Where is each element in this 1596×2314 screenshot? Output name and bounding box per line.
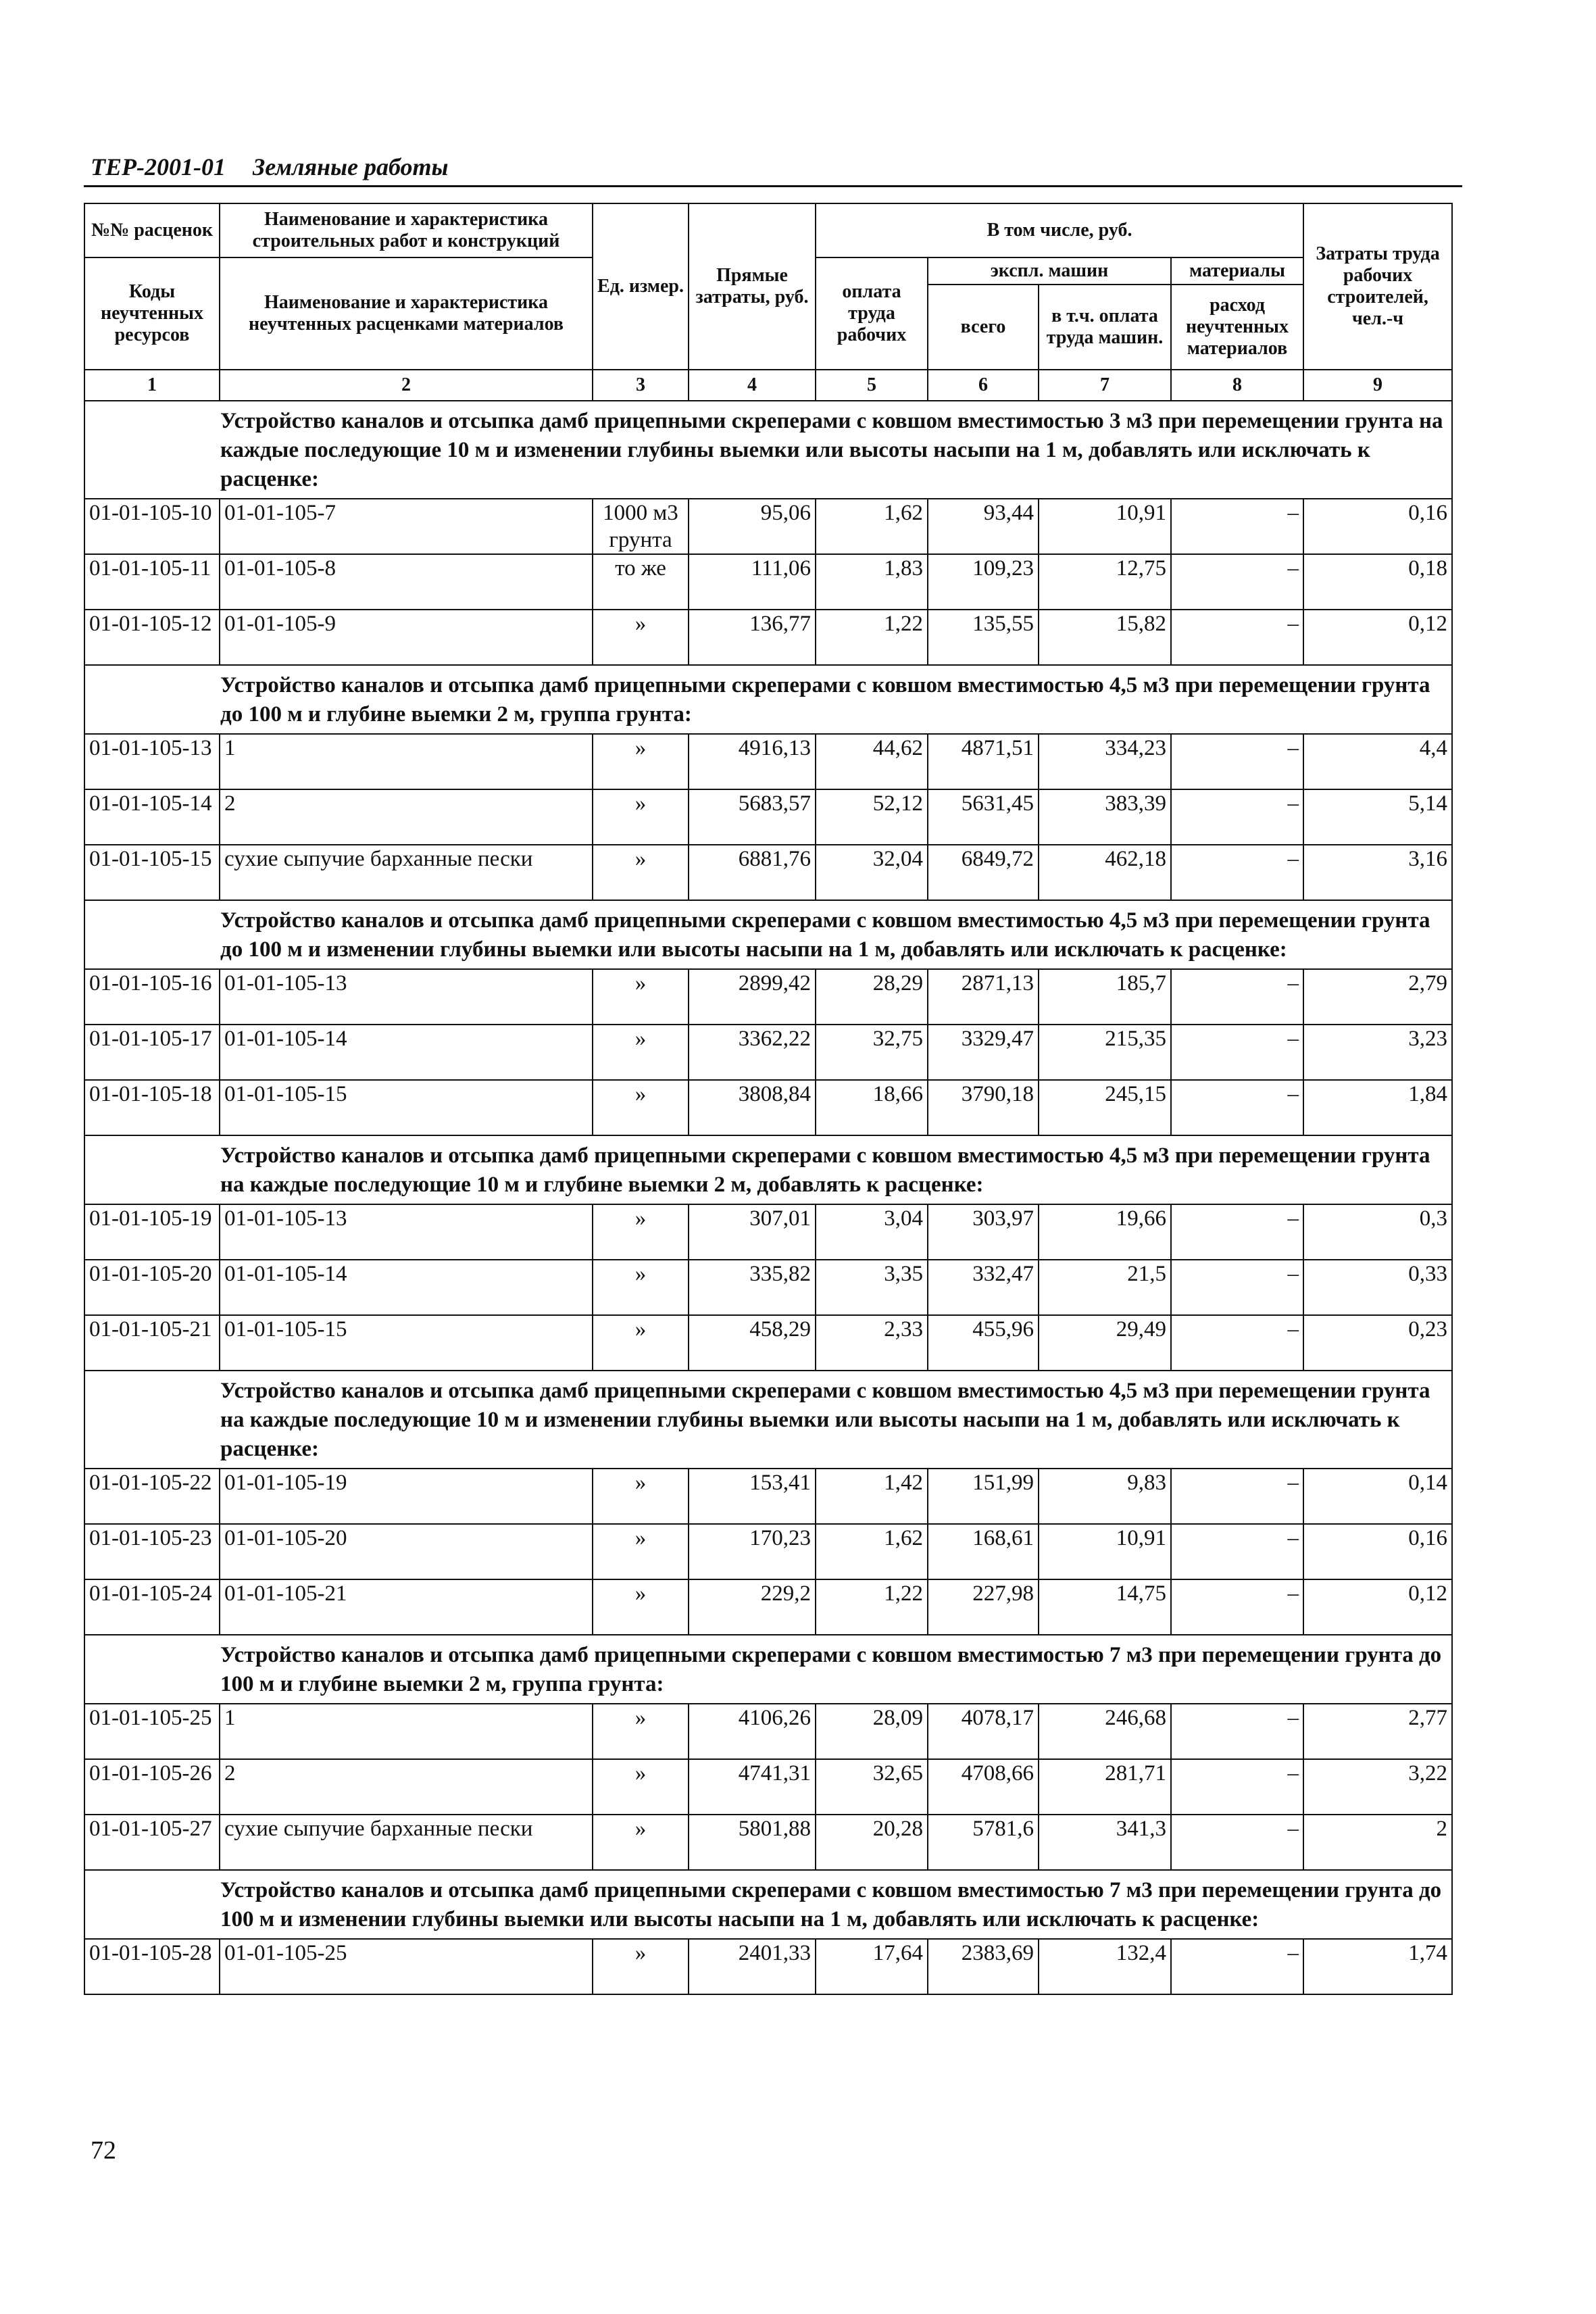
table-row — [84, 499, 1452, 554]
work-name-cell: 01-01-105-25 — [220, 1939, 593, 1994]
table-row — [84, 1260, 1452, 1315]
machines-total-cell: 227,98 — [928, 1579, 1039, 1635]
unaccounted-materials-cell: – — [1171, 734, 1303, 789]
section-heading: Устройство каналов и отсыпка дамб прицепными скреперами с ковшом вместимостью 4,5 м3 при перемещении грунта до 100 м и изменении глубины выемки или высоты насыпи на 1 м, добавлять или исключать к расценке: — [84, 900, 1452, 969]
rate-code-cell: 01-01-105-23 — [84, 1524, 220, 1579]
table-row — [84, 1315, 1452, 1371]
header-machine-labor-pay: в т.ч. оплата труда машин. — [1039, 285, 1171, 370]
unaccounted-materials-cell: – — [1171, 1260, 1303, 1315]
table-row — [84, 969, 1452, 1025]
worker-hours-cell: 5,14 — [1303, 789, 1452, 845]
machines-total-cell: 151,99 — [928, 1469, 1039, 1524]
machines-total-cell: 5631,45 — [928, 789, 1039, 845]
work-name-cell: 01-01-105-14 — [220, 1260, 593, 1315]
rate-code-cell: 01-01-105-25 — [84, 1704, 220, 1759]
table-row — [84, 1025, 1452, 1080]
machine-labor-pay-cell: 245,15 — [1039, 1080, 1171, 1135]
unaccounted-materials-cell: – — [1171, 1025, 1303, 1080]
direct-costs-cell: 2899,42 — [689, 969, 816, 1025]
machines-total-cell: 3329,47 — [928, 1025, 1039, 1080]
unaccounted-materials-cell: – — [1171, 1579, 1303, 1635]
worker-hours-cell: 3,23 — [1303, 1025, 1452, 1080]
labor-pay-cell: 32,04 — [816, 845, 928, 900]
unit-cell: » — [593, 1524, 689, 1579]
direct-costs-cell: 153,41 — [689, 1469, 816, 1524]
machines-total-cell: 109,23 — [928, 554, 1039, 610]
table-row — [84, 789, 1452, 845]
unit-cell: » — [593, 1704, 689, 1759]
table-row — [84, 554, 1452, 610]
worker-hours-cell: 2 — [1303, 1815, 1452, 1870]
unit-cell: » — [593, 1759, 689, 1815]
labor-pay-cell: 28,29 — [816, 969, 928, 1025]
machines-total-cell: 5781,6 — [928, 1815, 1039, 1870]
work-name-cell: 2 — [220, 789, 593, 845]
section-heading: Устройство каналов и отсыпка дамб прицепными скреперами с ковшом вместимостью 4,5 м3 при перемещении грунта на каждые последующие 10 м и изменении глубины выемки или высоты насыпи на 1 м, добавлять или исключать к расценке: — [84, 1371, 1452, 1469]
header-work-name: Наименование и характеристика строительных работ и конструкций — [220, 203, 593, 257]
work-name-cell: 01-01-105-15 — [220, 1080, 593, 1135]
direct-costs-cell: 4106,26 — [689, 1704, 816, 1759]
work-name-cell: 01-01-105-14 — [220, 1025, 593, 1080]
direct-costs-cell: 458,29 — [689, 1315, 816, 1371]
header-machines-total: всего — [928, 285, 1039, 370]
section-heading-row — [84, 1870, 1452, 1939]
header-resource-codes: Коды неучтенных ресурсов — [84, 257, 220, 370]
labor-pay-cell: 1,83 — [816, 554, 928, 610]
machine-labor-pay-cell: 14,75 — [1039, 1579, 1171, 1635]
unit-cell: » — [593, 1080, 689, 1135]
section-heading: Устройство каналов и отсыпка дамб прицепными скреперами с ковшом вместимостью 4,5 м3 при перемещении грунта на каждые последующие 10 м и глубине выемки 2 м, добавлять к расценке: — [84, 1135, 1452, 1204]
direct-costs-cell: 170,23 — [689, 1524, 816, 1579]
direct-costs-cell: 335,82 — [689, 1260, 816, 1315]
direct-costs-cell: 5801,88 — [689, 1815, 816, 1870]
labor-pay-cell: 52,12 — [816, 789, 928, 845]
labor-pay-cell: 20,28 — [816, 1815, 928, 1870]
worker-hours-cell: 3,22 — [1303, 1759, 1452, 1815]
unaccounted-materials-cell: – — [1171, 845, 1303, 900]
labor-pay-cell: 1,22 — [816, 610, 928, 665]
section-heading-row — [84, 1635, 1452, 1704]
rate-code-cell: 01-01-105-26 — [84, 1759, 220, 1815]
table-row — [84, 1939, 1452, 1994]
unit-cell: » — [593, 1260, 689, 1315]
worker-hours-cell: 0,23 — [1303, 1315, 1452, 1371]
rate-code-cell: 01-01-105-17 — [84, 1025, 220, 1080]
column-number: 3 — [593, 370, 689, 401]
rates-table — [84, 203, 1453, 1995]
direct-costs-cell: 307,01 — [689, 1204, 816, 1260]
machine-labor-pay-cell: 15,82 — [1039, 610, 1171, 665]
rate-code-cell: 01-01-105-14 — [84, 789, 220, 845]
column-number: 1 — [84, 370, 220, 401]
direct-costs-cell: 3808,84 — [689, 1080, 816, 1135]
unaccounted-materials-cell: – — [1171, 1315, 1303, 1371]
rate-code-cell: 01-01-105-21 — [84, 1315, 220, 1371]
rate-code-cell: 01-01-105-11 — [84, 554, 220, 610]
rate-code-cell: 01-01-105-24 — [84, 1579, 220, 1635]
machines-total-cell: 2383,69 — [928, 1939, 1039, 1994]
unaccounted-materials-cell: – — [1171, 1939, 1303, 1994]
machines-total-cell: 2871,13 — [928, 969, 1039, 1025]
header-unit: Ед. измер. — [593, 203, 689, 370]
worker-hours-cell: 0,14 — [1303, 1469, 1452, 1524]
rate-code-cell: 01-01-105-20 — [84, 1260, 220, 1315]
labor-pay-cell: 28,09 — [816, 1704, 928, 1759]
worker-hours-cell: 0,16 — [1303, 499, 1452, 554]
unaccounted-materials-cell: – — [1171, 499, 1303, 554]
machines-total-cell: 135,55 — [928, 610, 1039, 665]
labor-pay-cell: 32,65 — [816, 1759, 928, 1815]
direct-costs-cell: 2401,33 — [689, 1939, 816, 1994]
machines-total-cell: 93,44 — [928, 499, 1039, 554]
section-heading: Устройство каналов и отсыпка дамб прицепными скреперами с ковшом вместимостью 4,5 м3 при перемещении грунта до 100 м и глубине выемки 2 м, группа грунта: — [84, 665, 1452, 734]
labor-pay-cell: 3,35 — [816, 1260, 928, 1315]
labor-pay-cell: 44,62 — [816, 734, 928, 789]
machines-total-cell: 303,97 — [928, 1204, 1039, 1260]
machine-labor-pay-cell: 246,68 — [1039, 1704, 1171, 1759]
running-head — [91, 153, 448, 181]
table-row — [84, 1579, 1452, 1635]
worker-hours-cell: 3,16 — [1303, 845, 1452, 900]
direct-costs-cell: 111,06 — [689, 554, 816, 610]
header-rate-number: №№ расценок — [84, 203, 220, 257]
worker-hours-cell: 1,74 — [1303, 1939, 1452, 1994]
section-heading: Устройство каналов и отсыпка дамб прицепными скреперами с ковшом вместимостью 7 м3 при перемещении грунта до 100 м и глубине выемки 2 м, группа грунта: — [84, 1635, 1452, 1704]
unaccounted-materials-cell: – — [1171, 554, 1303, 610]
unit-cell: » — [593, 1204, 689, 1260]
unaccounted-materials-cell: – — [1171, 789, 1303, 845]
labor-pay-cell: 1,42 — [816, 1469, 928, 1524]
table-row — [84, 1759, 1452, 1815]
work-name-cell: 01-01-105-21 — [220, 1579, 593, 1635]
direct-costs-cell: 6881,76 — [689, 845, 816, 900]
work-name-cell: 01-01-105-9 — [220, 610, 593, 665]
table-row — [84, 610, 1452, 665]
machine-labor-pay-cell: 19,66 — [1039, 1204, 1171, 1260]
section-heading-row — [84, 401, 1452, 499]
labor-pay-cell: 18,66 — [816, 1080, 928, 1135]
work-name-cell: 01-01-105-13 — [220, 1204, 593, 1260]
unit-cell: » — [593, 1815, 689, 1870]
section-heading: Устройство каналов и отсыпка дамб прицепными скреперами с ковшом вместимостью 7 м3 при перемещении грунта до 100 м и изменении глубины выемки или высоты насыпи на 1 м, добавлять или исключать к расценке: — [84, 1870, 1452, 1939]
table-row — [84, 1524, 1452, 1579]
unaccounted-materials-cell: – — [1171, 1704, 1303, 1759]
work-name-cell: 01-01-105-19 — [220, 1469, 593, 1524]
work-name-cell: 1 — [220, 734, 593, 789]
worker-hours-cell: 1,84 — [1303, 1080, 1452, 1135]
worker-hours-cell: 0,16 — [1303, 1524, 1452, 1579]
unaccounted-materials-cell: – — [1171, 1204, 1303, 1260]
labor-pay-cell: 1,22 — [816, 1579, 928, 1635]
rate-code-cell: 01-01-105-28 — [84, 1939, 220, 1994]
section-heading-row — [84, 900, 1452, 969]
page-number: 72 — [91, 2136, 116, 2165]
machine-labor-pay-cell: 185,7 — [1039, 969, 1171, 1025]
worker-hours-cell: 2,79 — [1303, 969, 1452, 1025]
header-including: В том числе, руб. — [816, 203, 1303, 257]
unit-cell: » — [593, 734, 689, 789]
column-number: 6 — [928, 370, 1039, 401]
machine-labor-pay-cell: 21,5 — [1039, 1260, 1171, 1315]
rate-code-cell: 01-01-105-15 — [84, 845, 220, 900]
machines-total-cell: 6849,72 — [928, 845, 1039, 900]
machine-labor-pay-cell: 132,4 — [1039, 1939, 1171, 1994]
section-title: Земляные работы — [252, 153, 449, 180]
rate-code-cell: 01-01-105-13 — [84, 734, 220, 789]
work-name-cell: 01-01-105-7 — [220, 499, 593, 554]
worker-hours-cell: 2,77 — [1303, 1704, 1452, 1759]
section-heading: Устройство каналов и отсыпка дамб прицепными скреперами с ковшом вместимостью 3 м3 при перемещении грунта на каждые последующие 10 м и изменении глубины выемки или высоты насыпи на 1 м, добавлять или исключать к расценке: — [84, 401, 1452, 499]
machines-total-cell: 332,47 — [928, 1260, 1039, 1315]
unaccounted-materials-cell: – — [1171, 1469, 1303, 1524]
machine-labor-pay-cell: 383,39 — [1039, 789, 1171, 845]
direct-costs-cell: 3362,22 — [689, 1025, 816, 1080]
section-heading-row — [84, 1135, 1452, 1204]
work-name-cell: 01-01-105-20 — [220, 1524, 593, 1579]
unit-cell: » — [593, 1025, 689, 1080]
work-name-cell: сухие сыпучие барханные пески — [220, 1815, 593, 1870]
worker-hours-cell: 0,12 — [1303, 610, 1452, 665]
column-numbers-row — [84, 370, 1452, 401]
header-unaccounted-materials-name: Наименование и характеристика неучтенных расценками материалов — [220, 257, 593, 370]
column-number: 2 — [220, 370, 593, 401]
worker-hours-cell: 0,3 — [1303, 1204, 1452, 1260]
column-number: 8 — [1171, 370, 1303, 401]
unaccounted-materials-cell: – — [1171, 1815, 1303, 1870]
worker-hours-cell: 0,33 — [1303, 1260, 1452, 1315]
unit-cell: » — [593, 1315, 689, 1371]
unit-cell: » — [593, 789, 689, 845]
table-header — [84, 203, 1452, 401]
work-name-cell: 2 — [220, 1759, 593, 1815]
column-number: 4 — [689, 370, 816, 401]
direct-costs-cell: 5683,57 — [689, 789, 816, 845]
table-row — [84, 1469, 1452, 1524]
unit-cell: » — [593, 969, 689, 1025]
worker-hours-cell: 0,12 — [1303, 1579, 1452, 1635]
direct-costs-cell: 4741,31 — [689, 1759, 816, 1815]
machines-total-cell: 4871,51 — [928, 734, 1039, 789]
rate-code-cell: 01-01-105-22 — [84, 1469, 220, 1524]
rate-code-cell: 01-01-105-19 — [84, 1204, 220, 1260]
machine-labor-pay-cell: 10,91 — [1039, 1524, 1171, 1579]
work-name-cell: сухие сыпучие барханные пески — [220, 845, 593, 900]
unit-cell: » — [593, 1939, 689, 1994]
table-row — [84, 1704, 1452, 1759]
section-heading-row — [84, 665, 1452, 734]
direct-costs-cell: 95,06 — [689, 499, 816, 554]
worker-hours-cell: 4,4 — [1303, 734, 1452, 789]
table-row — [84, 845, 1452, 900]
unaccounted-materials-cell: – — [1171, 1524, 1303, 1579]
machine-labor-pay-cell: 215,35 — [1039, 1025, 1171, 1080]
work-name-cell: 01-01-105-8 — [220, 554, 593, 610]
work-name-cell: 01-01-105-13 — [220, 969, 593, 1025]
rate-code-cell: 01-01-105-16 — [84, 969, 220, 1025]
rate-code-cell: 01-01-105-10 — [84, 499, 220, 554]
unit-cell: » — [593, 1579, 689, 1635]
machine-labor-pay-cell: 12,75 — [1039, 554, 1171, 610]
labor-pay-cell: 17,64 — [816, 1939, 928, 1994]
labor-pay-cell: 1,62 — [816, 499, 928, 554]
labor-pay-cell: 3,04 — [816, 1204, 928, 1260]
machines-total-cell: 4708,66 — [928, 1759, 1039, 1815]
rate-code-cell: 01-01-105-27 — [84, 1815, 220, 1870]
rate-code-cell: 01-01-105-18 — [84, 1080, 220, 1135]
section-heading-row — [84, 1371, 1452, 1469]
direct-costs-cell: 229,2 — [689, 1579, 816, 1635]
rate-code-cell: 01-01-105-12 — [84, 610, 220, 665]
unit-cell: » — [593, 845, 689, 900]
unit-cell: то же — [593, 554, 689, 610]
worker-hours-cell: 0,18 — [1303, 554, 1452, 610]
header-worker-hours: Затраты труда рабочих строителей, чел.-ч — [1303, 203, 1452, 370]
labor-pay-cell: 32,75 — [816, 1025, 928, 1080]
table-row — [84, 1815, 1452, 1870]
labor-pay-cell: 1,62 — [816, 1524, 928, 1579]
table-row — [84, 734, 1452, 789]
machine-labor-pay-cell: 462,18 — [1039, 845, 1171, 900]
machine-labor-pay-cell: 29,49 — [1039, 1315, 1171, 1371]
table-row — [84, 1204, 1452, 1260]
direct-costs-cell: 4916,13 — [689, 734, 816, 789]
machine-labor-pay-cell: 10,91 — [1039, 499, 1171, 554]
table-body — [84, 401, 1452, 1994]
unaccounted-materials-cell: – — [1171, 1080, 1303, 1135]
work-name-cell: 1 — [220, 1704, 593, 1759]
machines-total-cell: 168,61 — [928, 1524, 1039, 1579]
column-number: 9 — [1303, 370, 1452, 401]
machines-total-cell: 4078,17 — [928, 1704, 1039, 1759]
unit-cell: » — [593, 1469, 689, 1524]
unaccounted-materials-cell: – — [1171, 1759, 1303, 1815]
column-number: 5 — [816, 370, 928, 401]
direct-costs-cell: 136,77 — [689, 610, 816, 665]
header-materials: материалы — [1171, 257, 1303, 285]
document-code: ТЕР-2001-01 — [91, 153, 226, 180]
header-direct-costs: Прямые затраты, руб. — [689, 203, 816, 370]
work-name-cell: 01-01-105-15 — [220, 1315, 593, 1371]
unaccounted-materials-cell: – — [1171, 610, 1303, 665]
header-rule — [84, 185, 1462, 187]
machine-labor-pay-cell: 334,23 — [1039, 734, 1171, 789]
unit-cell: 1000 м3 грунта — [593, 499, 689, 554]
unit-cell: » — [593, 610, 689, 665]
machine-labor-pay-cell: 281,71 — [1039, 1759, 1171, 1815]
machine-labor-pay-cell: 9,83 — [1039, 1469, 1171, 1524]
unaccounted-materials-cell: – — [1171, 969, 1303, 1025]
column-number: 7 — [1039, 370, 1171, 401]
header-labor-pay: оплата труда рабочих — [816, 257, 928, 370]
header-machine-operation: экспл. машин — [928, 257, 1171, 285]
machines-total-cell: 3790,18 — [928, 1080, 1039, 1135]
labor-pay-cell: 2,33 — [816, 1315, 928, 1371]
table-row — [84, 1080, 1452, 1135]
header-unaccounted-materials: расход неучтенных материалов — [1171, 285, 1303, 370]
machine-labor-pay-cell: 341,3 — [1039, 1815, 1171, 1870]
machines-total-cell: 455,96 — [928, 1315, 1039, 1371]
